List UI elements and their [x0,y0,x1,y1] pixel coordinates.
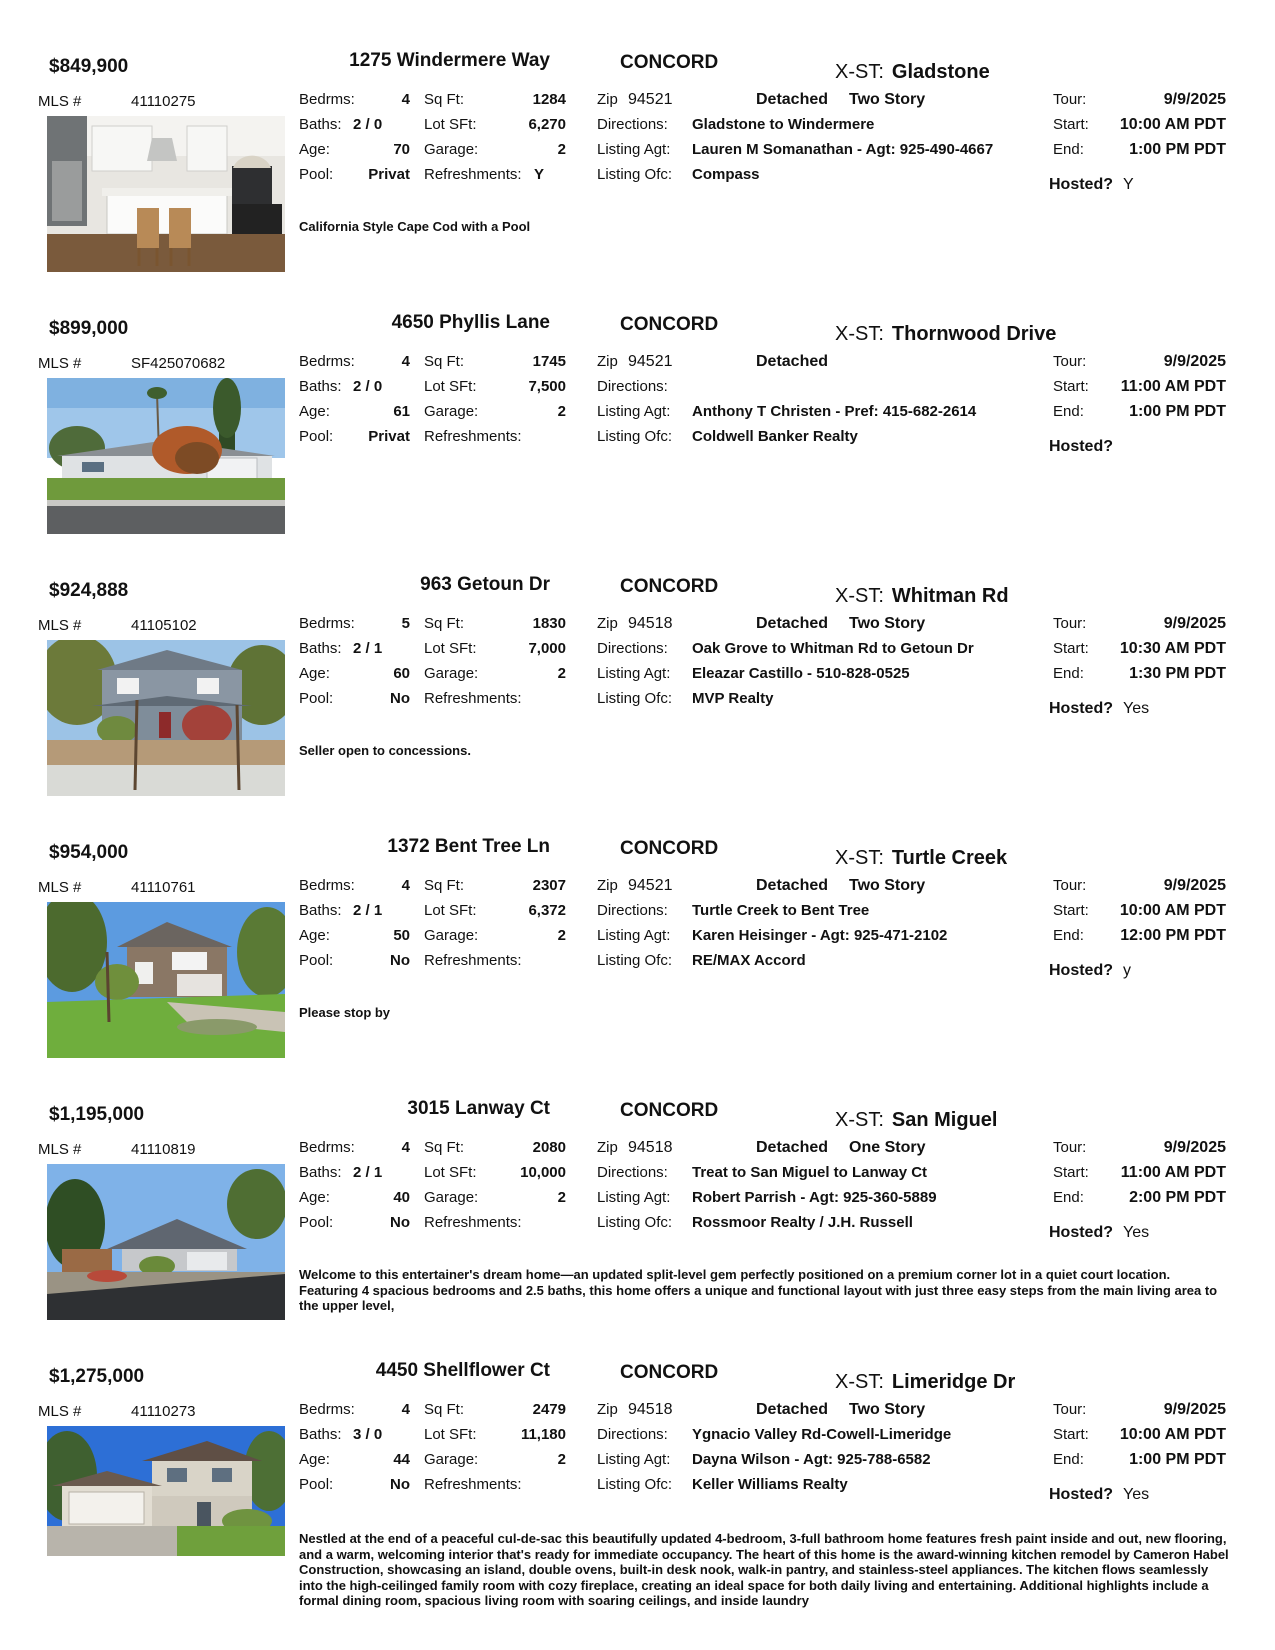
refreshments-label: Refreshments: [424,1476,522,1493]
baths-value: 3 / 0 [353,1426,383,1443]
zip-label: Zip [597,877,618,894]
bedrooms-label: Bedrms: [299,353,355,370]
sqft-label: Sq Ft: [424,1401,465,1418]
listing-address: 963 Getoun Dr [420,574,550,595]
sqft-value: 1284 [532,91,566,108]
mls-number: SF425070682 [131,355,226,372]
listing-photo [47,116,285,272]
tour-label: Tour: [1053,91,1087,108]
house-exterior-photo [47,1164,285,1320]
mls-number: 41110273 [131,1403,196,1420]
age-value: 60 [393,665,410,682]
hosted-value: Yes [1123,1224,1150,1241]
listing-card [0,1096,1275,1358]
garage-label: Garage: [424,141,479,158]
cross-street-label: X-ST: [835,847,884,869]
bedrooms-label: Bedrms: [299,877,355,894]
listing-card [0,48,1275,310]
hosted-field [1049,176,1134,194]
age-value: 44 [393,1451,410,1468]
bedrooms-value: 4 [401,1139,410,1156]
bedrooms-label: Bedrms: [299,1139,355,1156]
bedrooms-label: Bedrms: [299,1401,355,1418]
end-label: End: [1053,665,1084,682]
mls-label: MLS # [38,617,82,634]
end-label: End: [1053,1189,1084,1206]
house-exterior-photo [47,902,285,1058]
property-stories: One Story [849,1139,926,1156]
sqft-value: 2307 [532,877,566,894]
end-label: End: [1053,141,1084,158]
tour-label: Tour: [1053,615,1087,632]
refreshments-label: Refreshments: [424,952,522,969]
cross-street-label: X-ST: [835,1371,884,1393]
bedrooms-label: Bedrms: [299,91,355,108]
zip-value: 94518 [628,1401,673,1418]
baths-label: Baths: [299,378,342,395]
listing-address: 1372 Bent Tree Ln [387,836,550,857]
lot-label: Lot SFt: [424,1164,477,1181]
listing-city: CONCORD [620,314,719,335]
bedrooms-value: 4 [401,353,410,370]
tour-label: Tour: [1053,353,1087,370]
tour-label: Tour: [1053,1139,1087,1156]
listing-agent-value: Dayna Wilson - Agt: 925-788-6582 [692,1451,931,1468]
mls-label: MLS # [38,355,82,372]
directions-value: Turtle Creek to Bent Tree [692,902,870,919]
tour-label: Tour: [1053,877,1087,894]
age-value: 40 [393,1189,410,1206]
listing-office-value: Compass [692,166,760,183]
bedrooms-value: 4 [401,91,410,108]
lot-value: 6,270 [528,116,566,133]
directions-label: Directions: [597,1164,668,1181]
bedrooms-value: 4 [401,877,410,894]
end-time: 1:00 PM PDT [1129,1451,1226,1468]
listing-remarks: Seller open to concessions. [299,743,471,758]
listing-agent-label: Listing Agt: [597,1189,671,1206]
listing-office-value: MVP Realty [692,690,774,707]
house-exterior-photo [47,1426,285,1556]
house-exterior-photo [47,640,285,796]
cross-street-value: San Miguel [891,1109,998,1131]
cross-street-label: X-ST: [835,1109,884,1131]
end-label: End: [1053,403,1084,420]
hosted-label: Hosted? [1049,1486,1113,1503]
listing-office-label: Listing Ofc: [597,1476,673,1493]
listing-city: CONCORD [620,838,719,859]
bedrooms-value: 5 [401,615,410,632]
listing-agent-label: Listing Agt: [597,1451,671,1468]
hosted-label: Hosted? [1049,700,1113,717]
mls-number: 41110819 [131,1141,196,1158]
listing-agent-value: Karen Heisinger - Agt: 925-471-2102 [692,927,948,944]
listing-office-label: Listing Ofc: [597,428,673,445]
hosted-label: Hosted? [1049,438,1113,455]
lot-value: 7,000 [528,640,566,657]
age-label: Age: [299,927,330,944]
hosted-field [1049,962,1131,980]
zip-value: 94521 [628,877,673,894]
baths-value: 2 / 1 [353,640,383,657]
garage-value: 2 [557,141,566,158]
directions-value: Treat to San Miguel to Lanway Ct [692,1164,928,1181]
listing-card [0,310,1275,572]
cross-street-value: Thornwood Drive [891,323,1057,345]
property-type: Detached [756,91,829,108]
start-time: 10:00 AM PDT [1119,116,1226,133]
lot-label: Lot SFt: [424,378,477,395]
pool-label: Pool: [299,428,334,445]
refreshments-label: Refreshments: [424,1214,522,1231]
end-time: 1:30 PM PDT [1129,665,1226,682]
property-type: Detached [756,615,829,632]
listing-photo [47,1164,285,1320]
cross-street [835,1109,997,1132]
sqft-label: Sq Ft: [424,353,465,370]
listing-city: CONCORD [620,576,719,597]
refreshments-value: Y [534,166,545,183]
hosted-value: Yes [1123,700,1150,717]
age-label: Age: [299,403,330,420]
garage-value: 2 [557,927,566,944]
baths-label: Baths: [299,1164,342,1181]
pool-label: Pool: [299,690,334,707]
listing-office-label: Listing Ofc: [597,690,673,707]
sqft-value: 1830 [532,615,566,632]
start-time: 11:00 AM PDT [1120,1164,1226,1181]
listing-office-label: Listing Ofc: [597,952,673,969]
property-stories: Two Story [849,1401,926,1418]
listing-agent-value: Robert Parrish - Agt: 925-360-5889 [692,1189,937,1206]
start-time: 11:00 AM PDT [1120,378,1226,395]
directions-value: Ygnacio Valley Rd-Cowell-Limeridge [692,1426,952,1443]
start-label: Start: [1053,902,1089,919]
start-time: 10:30 AM PDT [1119,640,1226,657]
mls-label: MLS # [38,879,82,896]
listing-office-value: Rossmoor Realty / J.H. Russell [692,1214,913,1231]
listing-address: 4450 Shellflower Ct [375,1360,550,1381]
zip-value: 94518 [628,1139,673,1156]
pool-label: Pool: [299,1476,334,1493]
zip-label: Zip [597,1401,618,1418]
tour-label: Tour: [1053,1401,1087,1418]
zip-value: 94518 [628,615,673,632]
garage-label: Garage: [424,1451,479,1468]
garage-label: Garage: [424,1189,479,1206]
listing-agent-label: Listing Agt: [597,403,671,420]
pool-value: Privat [368,166,410,183]
pool-value: No [390,690,410,707]
property-type: Detached [756,353,829,370]
hosted-field [1049,1224,1149,1242]
directions-value: Gladstone to Windermere [692,116,875,133]
cross-street-label: X-ST: [835,61,884,83]
hosted-field [1049,1486,1149,1504]
hosted-field [1049,438,1123,456]
start-label: Start: [1053,1426,1089,1443]
listing-remarks: Welcome to this entertainer's dream home—an updated split-level gem perfectly positioned on a premium corner lot in a quiet court location. Featuring 4 spacious bedrooms and 2.5 baths, this home offers a unique and functional layout with just three easy steps from the main living area to the upper level, [299,1267,1218,1313]
cross-street [835,847,1007,870]
listing-office-label: Listing Ofc: [597,1214,673,1231]
listing-agent-value: Anthony T Christen - Pref: 415-682-2614 [692,403,977,420]
mls-label: MLS # [38,1141,82,1158]
listing-city: CONCORD [620,52,719,73]
age-label: Age: [299,141,330,158]
directions-label: Directions: [597,902,668,919]
directions-label: Directions: [597,640,668,657]
mls-number: 41105102 [131,617,197,634]
pool-label: Pool: [299,166,334,183]
property-type: Detached [756,1401,829,1418]
hosted-label: Hosted? [1049,1224,1113,1241]
baths-label: Baths: [299,116,342,133]
bedrooms-label: Bedrms: [299,615,355,632]
property-type: Detached [756,1139,829,1156]
listing-agent-label: Listing Agt: [597,927,671,944]
lot-label: Lot SFt: [424,116,477,133]
listing-office-value: Keller Williams Realty [692,1476,848,1493]
tour-date: 9/9/2025 [1163,877,1226,894]
start-label: Start: [1053,640,1089,657]
end-time: 2:00 PM PDT [1129,1189,1226,1206]
pool-value: No [390,1214,410,1231]
listing-photo [47,378,285,534]
hosted-field [1049,700,1149,718]
listing-office-value: RE/MAX Accord [692,952,806,969]
mls-label: MLS # [38,93,82,110]
lot-value: 7,500 [528,378,566,395]
listing-address: 4650 Phyllis Lane [391,312,550,333]
mls-number: 41110275 [131,93,196,110]
property-stories: Two Story [849,877,926,894]
garage-label: Garage: [424,665,479,682]
garage-label: Garage: [424,927,479,944]
refreshments-label: Refreshments: [424,428,522,445]
zip-label: Zip [597,1139,618,1156]
tour-date: 9/9/2025 [1163,1401,1226,1418]
cross-street [835,1371,1015,1394]
tour-date: 9/9/2025 [1163,1139,1226,1156]
cross-street [835,585,1009,608]
listing-price: $924,888 [49,580,129,601]
zip-label: Zip [597,615,618,632]
cross-street [835,61,990,84]
end-time: 1:00 PM PDT [1129,403,1226,420]
listing-price: $899,000 [49,318,129,339]
garage-value: 2 [557,1189,566,1206]
listing-price: $1,275,000 [49,1366,145,1387]
listing-price: $849,900 [49,56,129,77]
hosted-value: y [1123,962,1131,979]
zip-value: 94521 [628,91,673,108]
end-time: 1:00 PM PDT [1129,141,1226,158]
age-label: Age: [299,665,330,682]
listing-agent-value: Eleazar Castillo - 510-828-0525 [692,665,910,682]
directions-label: Directions: [597,378,668,395]
lot-label: Lot SFt: [424,902,477,919]
cross-street [835,323,1056,346]
listing-card [0,834,1275,1096]
listing-remarks: California Style Cape Cod with a Pool [299,219,531,234]
lot-value: 10,000 [520,1164,566,1181]
pool-value: No [390,952,410,969]
zip-value: 94521 [628,353,673,370]
listing-price: $954,000 [49,842,129,863]
start-label: Start: [1053,1164,1089,1181]
directions-value: Oak Grove to Whitman Rd to Getoun Dr [692,640,974,657]
age-label: Age: [299,1451,330,1468]
garage-value: 2 [557,665,566,682]
listing-card [0,1358,1275,1650]
listing-office-label: Listing Ofc: [597,166,673,183]
hosted-value: Yes [1123,1486,1150,1503]
lot-label: Lot SFt: [424,640,477,657]
pool-label: Pool: [299,1214,334,1231]
hosted-label: Hosted? [1049,962,1113,979]
cross-street-label: X-ST: [835,585,884,607]
listing-remarks: Nestled at the end of a peaceful cul-de-sac this beautifully updated 4-bedroom, 3-full bathroom home features fresh paint inside and out, new flooring, and a warm, welcoming interior that's ready for immediate occupancy. The heart of this home is the award-winning kitchen remodel by Cameron Habel Construction, showcasing an island, double ovens, built-in desk nook, walk-in pantry, and stainless-steel appliances. The kitchen flows seamlessly into the high-ceilinged family room with cozy fireplace, creating an ideal space for both daily living and entertaining. Additional highlights include a formal dining room, spacious living room with soaring ceilings, and inside laundry [299,1531,1229,1608]
listing-card [0,572,1275,834]
sqft-label: Sq Ft: [424,615,465,632]
cross-street-value: Whitman Rd [891,585,1009,607]
property-stories: Two Story [849,91,926,108]
age-value: 50 [393,927,410,944]
listing-city: CONCORD [620,1362,719,1383]
pool-value: Privat [368,428,410,445]
cross-street-value: Turtle Creek [891,847,1008,869]
end-label: End: [1053,1451,1084,1468]
sqft-value: 1745 [532,353,566,370]
directions-label: Directions: [597,116,668,133]
property-type: Detached [756,877,829,894]
end-label: End: [1053,927,1084,944]
directions-label: Directions: [597,1426,668,1443]
listing-address: 3015 Lanway Ct [407,1098,550,1119]
hosted-value: Y [1123,176,1134,193]
mls-number: 41110761 [131,879,196,896]
tour-date: 9/9/2025 [1163,353,1226,370]
start-time: 10:00 AM PDT [1119,902,1226,919]
property-stories: Two Story [849,615,926,632]
cross-street-label: X-ST: [835,323,884,345]
lot-value: 6,372 [528,902,566,919]
baths-value: 2 / 0 [353,116,383,133]
lot-label: Lot SFt: [424,1426,477,1443]
sqft-label: Sq Ft: [424,1139,465,1156]
age-label: Age: [299,1189,330,1206]
baths-value: 2 / 0 [353,378,383,395]
baths-value: 2 / 1 [353,1164,383,1181]
cross-street-value: Limeridge Dr [891,1371,1016,1393]
listing-office-value: Coldwell Banker Realty [692,428,858,445]
listing-address: 1275 Windermere Way [349,50,550,71]
house-exterior-photo [47,378,285,534]
tour-date: 9/9/2025 [1163,615,1226,632]
garage-label: Garage: [424,403,479,420]
listing-photo [47,640,285,796]
listing-agent-label: Listing Agt: [597,665,671,682]
refreshments-label: Refreshments: [424,166,522,183]
listing-photo [47,902,285,1058]
age-value: 61 [393,403,410,420]
zip-label: Zip [597,353,618,370]
kitchen-photo [47,116,285,272]
hosted-label: Hosted? [1049,176,1113,193]
age-value: 70 [393,141,410,158]
sqft-label: Sq Ft: [424,91,465,108]
baths-label: Baths: [299,1426,342,1443]
zip-label: Zip [597,91,618,108]
start-label: Start: [1053,116,1089,133]
lot-value: 11,180 [520,1426,566,1443]
garage-value: 2 [557,403,566,420]
sqft-label: Sq Ft: [424,877,465,894]
sqft-value: 2479 [532,1401,566,1418]
listing-agent-value: Lauren M Somanathan - Agt: 925-490-4667 [692,141,994,158]
refreshments-label: Refreshments: [424,690,522,707]
sqft-value: 2080 [532,1139,566,1156]
garage-value: 2 [557,1451,566,1468]
listing-remarks: Please stop by [299,1005,391,1020]
baths-value: 2 / 1 [353,902,383,919]
end-time: 12:00 PM PDT [1120,927,1226,944]
cross-street-value: Gladstone [891,61,990,83]
listing-photo [47,1426,285,1556]
start-label: Start: [1053,378,1089,395]
pool-value: No [390,1476,410,1493]
start-time: 10:00 AM PDT [1119,1426,1226,1443]
listing-agent-label: Listing Agt: [597,141,671,158]
mls-label: MLS # [38,1403,82,1420]
listing-price: $1,195,000 [49,1104,145,1125]
bedrooms-value: 4 [401,1401,410,1418]
baths-label: Baths: [299,902,342,919]
pool-label: Pool: [299,952,334,969]
listing-city: CONCORD [620,1100,719,1121]
baths-label: Baths: [299,640,342,657]
tour-date: 9/9/2025 [1163,91,1226,108]
